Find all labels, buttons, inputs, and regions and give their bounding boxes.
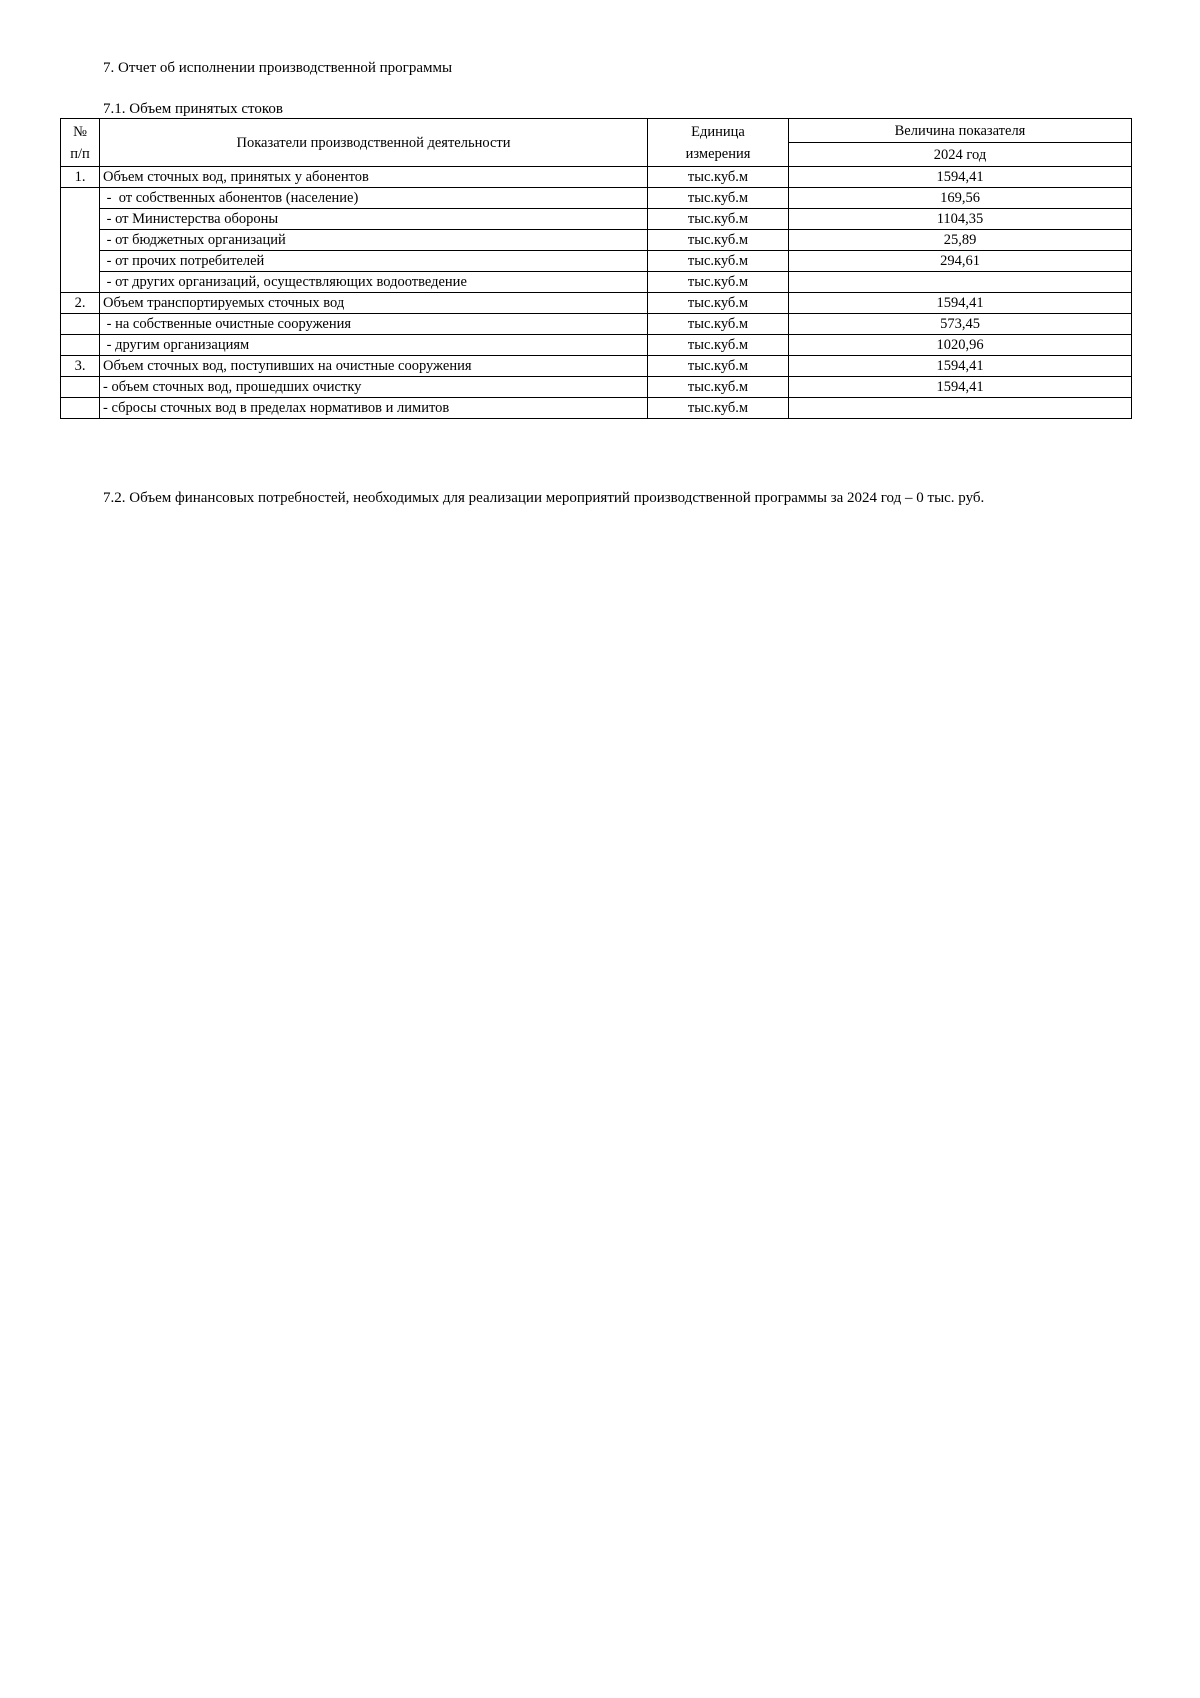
row-value: 1594,41 xyxy=(789,377,1132,398)
header-num xyxy=(61,119,100,167)
header-indicator: Показатели производственной деятельности xyxy=(100,119,648,167)
table-row xyxy=(61,188,1132,209)
row-value: 1594,41 xyxy=(789,356,1132,377)
header-num-line2: п/п xyxy=(70,145,90,162)
row-name: - от прочих потребителей xyxy=(100,251,648,272)
table-row xyxy=(61,209,1132,230)
row-num xyxy=(61,398,100,419)
row-name: Объем сточных вод, принятых у абонентов xyxy=(100,167,648,188)
row-value xyxy=(789,272,1132,293)
table-row xyxy=(61,230,1132,251)
header-year: 2024 год xyxy=(789,143,1132,167)
row-num xyxy=(61,314,100,335)
row-value xyxy=(789,398,1132,419)
row-num: 1. xyxy=(61,167,100,188)
row-value: 1104,35 xyxy=(789,209,1132,230)
row-value: 1594,41 xyxy=(789,167,1132,188)
row-name: - от собственных абонентов (население) xyxy=(100,188,648,209)
row-unit: тыс.куб.м xyxy=(648,377,789,398)
row-value: 25,89 xyxy=(789,230,1132,251)
row-unit: тыс.куб.м xyxy=(648,356,789,377)
row-name: Объем транспортируемых сточных вод xyxy=(100,293,648,314)
table-row xyxy=(61,356,1132,377)
row-unit: тыс.куб.м xyxy=(648,167,789,188)
row-name: Объем сточных вод, поступивших на очистные сооружения xyxy=(100,356,648,377)
row-name: - от других организаций, осуществляющих водоотведение xyxy=(100,272,648,293)
row-value: 1020,96 xyxy=(789,335,1132,356)
row-num xyxy=(61,377,100,398)
row-unit: тыс.куб.м xyxy=(648,188,789,209)
row-value: 573,45 xyxy=(789,314,1132,335)
table-row xyxy=(61,251,1132,272)
row-name: - другим организациям xyxy=(100,335,648,356)
row-num xyxy=(61,335,100,356)
row-value: 169,56 xyxy=(789,188,1132,209)
row-unit: тыс.куб.м xyxy=(648,293,789,314)
header-num-line1: № xyxy=(73,123,87,140)
row-name: - от Министерства обороны xyxy=(100,209,648,230)
row-unit: тыс.куб.м xyxy=(648,314,789,335)
row-name: - объем сточных вод, прошедших очистку xyxy=(100,377,648,398)
section-title: 7. Отчет об исполнении производственной программы xyxy=(103,60,453,76)
table-row xyxy=(61,398,1132,419)
table-row xyxy=(61,314,1132,335)
row-name: - от бюджетных организаций xyxy=(100,230,648,251)
header-unit-line1: Единица xyxy=(691,123,745,140)
table-row xyxy=(61,293,1132,314)
financial-needs-note: 7.2. Объем финансовых потребностей, необходимых для реализации мероприятий производственной программы за 2024 год – 0 тыс. руб. xyxy=(103,490,985,506)
table-row xyxy=(61,377,1132,398)
row-unit: тыс.куб.м xyxy=(648,398,789,419)
row-unit: тыс.куб.м xyxy=(648,251,789,272)
row-unit: тыс.куб.м xyxy=(648,209,789,230)
header-unit xyxy=(648,119,789,167)
row-unit: тыс.куб.м xyxy=(648,335,789,356)
row-value: 294,61 xyxy=(789,251,1132,272)
row-num: 2. xyxy=(61,293,100,314)
row-name: - сбросы сточных вод в пределах нормативов и лимитов xyxy=(100,398,648,419)
row-name: - на собственные очистные сооружения xyxy=(100,314,648,335)
header-value: Величина показателя xyxy=(789,119,1132,143)
row-num xyxy=(61,188,100,293)
production-indicators-table xyxy=(60,118,1132,419)
table-row xyxy=(61,335,1132,356)
header-unit-line2: измерения xyxy=(685,145,751,162)
row-num: 3. xyxy=(61,356,100,377)
table-row xyxy=(61,272,1132,293)
row-unit: тыс.куб.м xyxy=(648,230,789,251)
table-row xyxy=(61,167,1132,188)
row-value: 1594,41 xyxy=(789,293,1132,314)
subsection-title: 7.1. Объем принятых стоков xyxy=(103,101,283,117)
row-unit: тыс.куб.м xyxy=(648,272,789,293)
